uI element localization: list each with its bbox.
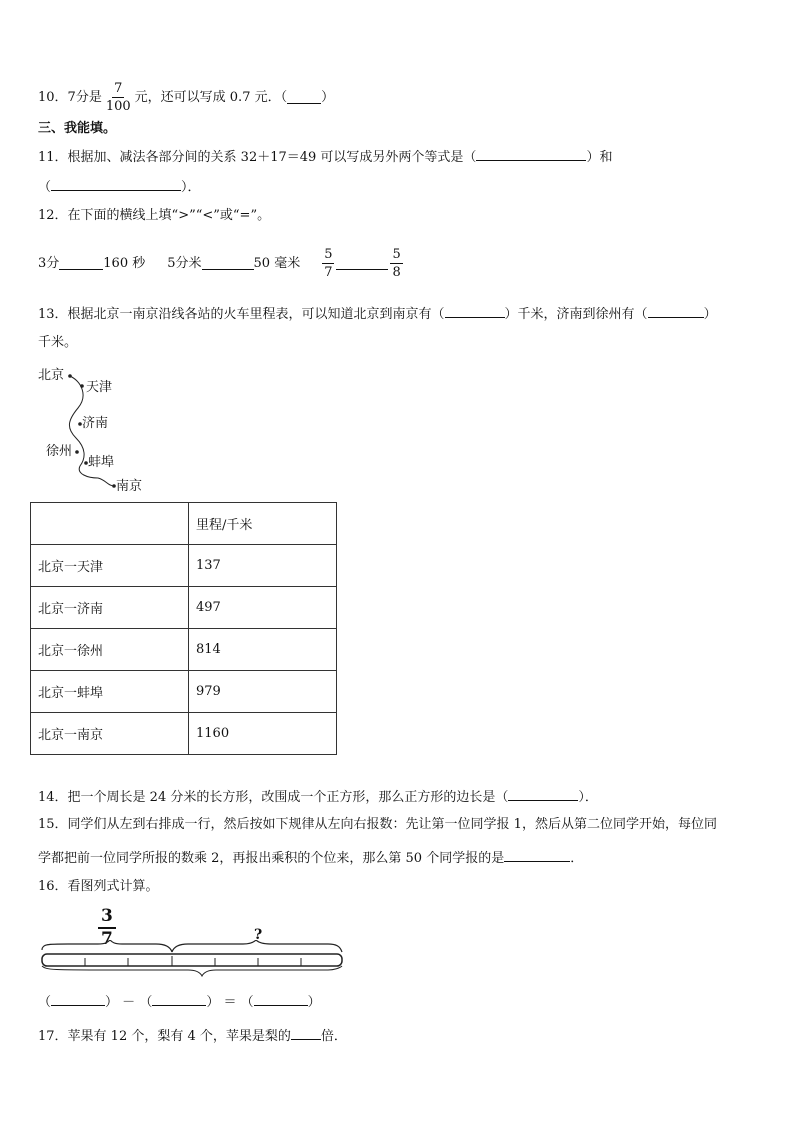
segment-ticks bbox=[85, 956, 301, 966]
question-15-line2 bbox=[38, 849, 583, 865]
q14-text: 14．把一个周长是 24 分米的长方形，改围成一个正方形，那么正方形的边长是（ bbox=[38, 790, 509, 805]
q15-end: ． bbox=[570, 851, 584, 866]
station-dot-tianjin bbox=[80, 384, 84, 388]
q17-blank[interactable] bbox=[291, 1027, 321, 1040]
q10-frac-num: 7 bbox=[114, 80, 123, 96]
question-15-line1: 15．同学们从左到右排成一行，然后按如下规律从左向右报数：先让第一位同学报 1，然后从第二位同学开始，每位同 bbox=[38, 817, 717, 832]
q12-item2-left: 5分米 bbox=[167, 255, 202, 271]
station-label-bengbu: 蚌埠 bbox=[88, 455, 115, 470]
q12-blank-2[interactable] bbox=[202, 257, 254, 270]
table-row bbox=[31, 671, 337, 713]
table-header-row bbox=[31, 503, 337, 545]
brace-bottom bbox=[42, 966, 342, 976]
q12-blank-3[interactable] bbox=[336, 257, 388, 270]
q10-prefix: 10．7分是 bbox=[38, 89, 102, 105]
q15-blank[interactable] bbox=[504, 849, 570, 862]
question-12-stem: 12．在下面的横线上填“>”“<”或“=”。 bbox=[38, 208, 271, 223]
station-label-jinan: 济南 bbox=[82, 416, 109, 431]
station-label-nanjing: 南京 bbox=[116, 479, 143, 494]
table-cell-distance: 1160 bbox=[189, 713, 337, 755]
table-cell-distance: 137 bbox=[189, 545, 337, 587]
q14-close: ）． bbox=[578, 790, 598, 805]
table-row bbox=[31, 629, 337, 671]
q17-end: 倍． bbox=[320, 1029, 347, 1044]
q16-frac-num: 3 bbox=[98, 908, 116, 929]
brace-left bbox=[42, 940, 172, 952]
q12-fraction-2 bbox=[390, 248, 402, 279]
q11-blank-2[interactable] bbox=[51, 178, 181, 191]
question-13-line1 bbox=[38, 305, 717, 321]
q16-blank-2[interactable] bbox=[152, 993, 206, 1006]
q15-line2: 学都把前一位同学所报的数乘 2，再报出乘积的个位来，那么第 50 个同学报的是 bbox=[38, 851, 505, 866]
q12-frac1-num: 5 bbox=[324, 246, 333, 262]
table-cell-route: 北京一南京 bbox=[31, 713, 189, 755]
section-3-heading: 三、我能填。 bbox=[38, 121, 117, 136]
q10-fraction bbox=[104, 82, 133, 113]
q13-blank-1[interactable] bbox=[445, 305, 505, 318]
q10-answer-blank[interactable] bbox=[287, 91, 321, 104]
q16-blank-3[interactable] bbox=[254, 993, 308, 1006]
table-cell-route: 北京一济南 bbox=[31, 587, 189, 629]
q12-frac2-den: 8 bbox=[392, 264, 401, 280]
q12-frac2-num: 5 bbox=[392, 246, 401, 262]
q16-open-2: （ bbox=[139, 995, 153, 1010]
station-label-beijing: 北京 bbox=[38, 368, 65, 383]
q11-line1: 11．根据加、减法各部分间的关系 32＋17＝49 可以写成另外两个等式是（ bbox=[38, 150, 477, 165]
segment-bar bbox=[42, 954, 342, 966]
q13-line1a: 13．根据北京一南京沿线各站的火车里程表，可以知道北京到南京有（ bbox=[38, 307, 445, 322]
q16-open-1: （ bbox=[38, 995, 52, 1010]
q12-blank-1[interactable] bbox=[59, 257, 103, 270]
table-header-cell: 里程/千米 bbox=[189, 503, 337, 545]
q11-close2: ）． bbox=[181, 180, 201, 195]
q12-item1-right: 160 秒 bbox=[103, 255, 146, 271]
q16-minus: － bbox=[122, 995, 136, 1010]
q12-item2-right: 50 毫米 bbox=[253, 255, 301, 271]
table-cell-distance: 979 bbox=[189, 671, 337, 713]
q16-expression bbox=[38, 993, 321, 1009]
q12-item1-left: 3分 bbox=[38, 255, 60, 271]
table-cell-route: 北京一蚌埠 bbox=[31, 671, 189, 713]
q11-mid: ）和 bbox=[586, 150, 613, 165]
table-cell-route: 北京一天津 bbox=[31, 545, 189, 587]
q16-question-mark: ? bbox=[254, 927, 263, 943]
q12-frac1-den: 7 bbox=[324, 264, 333, 280]
q16-equals: ＝ bbox=[223, 995, 237, 1010]
q13-blank-2[interactable] bbox=[648, 305, 704, 318]
table-row bbox=[31, 713, 337, 755]
table-row bbox=[31, 545, 337, 587]
q16-frac-den: 7 bbox=[101, 929, 113, 949]
q16-close-3: ） bbox=[307, 995, 321, 1010]
q12-fraction-1 bbox=[322, 248, 334, 279]
q10-frac-den: 100 bbox=[105, 98, 131, 114]
q16-blank-1[interactable] bbox=[51, 993, 105, 1006]
question-14 bbox=[38, 788, 598, 804]
question-17 bbox=[38, 1027, 347, 1043]
station-label-xuzhou: 徐州 bbox=[46, 444, 73, 459]
question-11-line1 bbox=[38, 148, 612, 164]
q16-close-2: ） bbox=[206, 995, 220, 1010]
mileage-table bbox=[30, 502, 337, 755]
q11-blank-1[interactable] bbox=[476, 148, 586, 161]
q13-line1b: ）千米，济南到徐州有（ bbox=[504, 307, 648, 322]
table-cell-route: 北京一徐州 bbox=[31, 629, 189, 671]
q17-text: 17．苹果有 12 个，梨有 4 个，苹果是梨的 bbox=[38, 1029, 291, 1044]
table-cell-distance: 497 bbox=[189, 587, 337, 629]
q16-close-1: ） bbox=[105, 995, 119, 1010]
q10-suffix: 元，还可以写成 0.7 元．（ bbox=[134, 89, 288, 105]
brace-right bbox=[172, 940, 342, 952]
q11-open2: （ bbox=[38, 180, 52, 195]
question-16-stem: 16．看图列式计算。 bbox=[38, 879, 159, 894]
segment-bar-diagram bbox=[38, 940, 348, 980]
station-dot-beijing bbox=[68, 374, 72, 378]
station-dot-xuzhou bbox=[75, 450, 79, 454]
q14-blank[interactable] bbox=[508, 788, 578, 801]
q10-close: ） bbox=[321, 89, 335, 105]
question-13-line2: 千米。 bbox=[38, 335, 78, 350]
q16-open-3: （ bbox=[240, 995, 254, 1010]
question-11-line2 bbox=[38, 178, 201, 194]
station-label-tianjin: 天津 bbox=[86, 380, 113, 395]
table-row bbox=[31, 587, 337, 629]
question-10 bbox=[38, 80, 334, 114]
table-header-cell bbox=[31, 503, 189, 545]
question-12-items bbox=[38, 243, 405, 283]
q13-line1c: ） bbox=[703, 307, 717, 322]
table-cell-distance: 814 bbox=[189, 629, 337, 671]
